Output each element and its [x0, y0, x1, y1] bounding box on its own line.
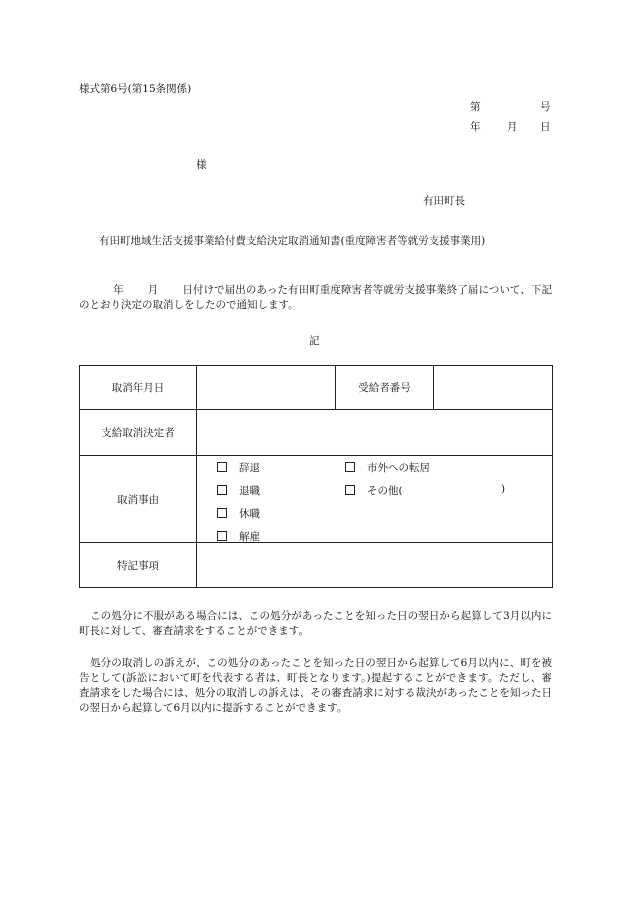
lawsuit-notice: 処分の取消しの訴えが、この処分のあったことを知った日の翌日から起算して6月以内に、町を被告として(訴訟において町を代表する者は、町長となります。)提起することができます。ただし、審査請求をした場合には、処分の取消しの訴えは、その審査請求に対する裁決があったことを知った日の翌日から起算して6月以内に提訴することができます。	[79, 657, 552, 714]
date-year-label: 年	[470, 121, 481, 133]
option-leave[interactable]: 休職	[217, 506, 260, 521]
checkbox-icon[interactable]	[217, 531, 227, 541]
option-other-close: )	[501, 483, 506, 495]
recipient-honorific: 様	[196, 159, 207, 171]
recipient-number-field[interactable]	[434, 366, 553, 410]
appeal-notice: この処分に不服がある場合には、この処分があったことを知った日の翌日から起算して3月以内に町長に対して、審査請求をすることができます。	[79, 610, 552, 637]
decision-person-field[interactable]	[197, 410, 553, 456]
intro-month: 月	[147, 284, 159, 296]
document-title: 有田町地域生活支援事業給付費支給決定取消通知書(重度障害者等就労支援事業用)	[99, 235, 486, 247]
ki-heading: 記	[309, 335, 320, 347]
cancel-date-label: 取消年月日	[80, 366, 197, 410]
intro-text: 日付けで届出のあった有田町重度障害者等就労支援事業終了届について、下記のとおり決定の取消しをしたので通知します。	[79, 284, 552, 311]
recipient-number-label: 受給者番号	[336, 366, 434, 410]
form-reference: 様式第6号(第15条関係)	[79, 83, 192, 95]
reason-options	[197, 456, 553, 543]
checkbox-icon[interactable]	[345, 462, 355, 472]
option-other[interactable]: その他(	[345, 483, 403, 498]
cancel-date-field[interactable]	[197, 366, 336, 410]
checkbox-icon[interactable]	[345, 485, 355, 495]
decision-person-label: 支給取消決定者	[80, 410, 197, 456]
document-number-label: 第	[470, 101, 481, 113]
date-month-label: 月	[507, 121, 518, 133]
details-table	[79, 365, 553, 588]
special-notes-label: 特記事項	[80, 543, 197, 588]
option-withdrawal[interactable]: 辞退	[217, 460, 260, 475]
issuer-name: 有田町長	[423, 195, 465, 207]
special-notes-field[interactable]	[197, 543, 553, 588]
reason-label: 取消事由	[80, 456, 197, 543]
checkbox-icon[interactable]	[217, 485, 227, 495]
intro-year: 年	[113, 284, 124, 296]
checkbox-icon[interactable]	[217, 508, 227, 518]
document-number-suffix: 号	[540, 101, 551, 113]
date-day-label: 日	[540, 121, 551, 133]
option-moved-out[interactable]: 市外への転居	[345, 460, 430, 475]
intro-paragraph	[79, 283, 552, 313]
option-retirement[interactable]: 退職	[217, 483, 260, 498]
checkbox-icon[interactable]	[217, 462, 227, 472]
option-dismissal[interactable]: 解雇	[217, 529, 260, 544]
